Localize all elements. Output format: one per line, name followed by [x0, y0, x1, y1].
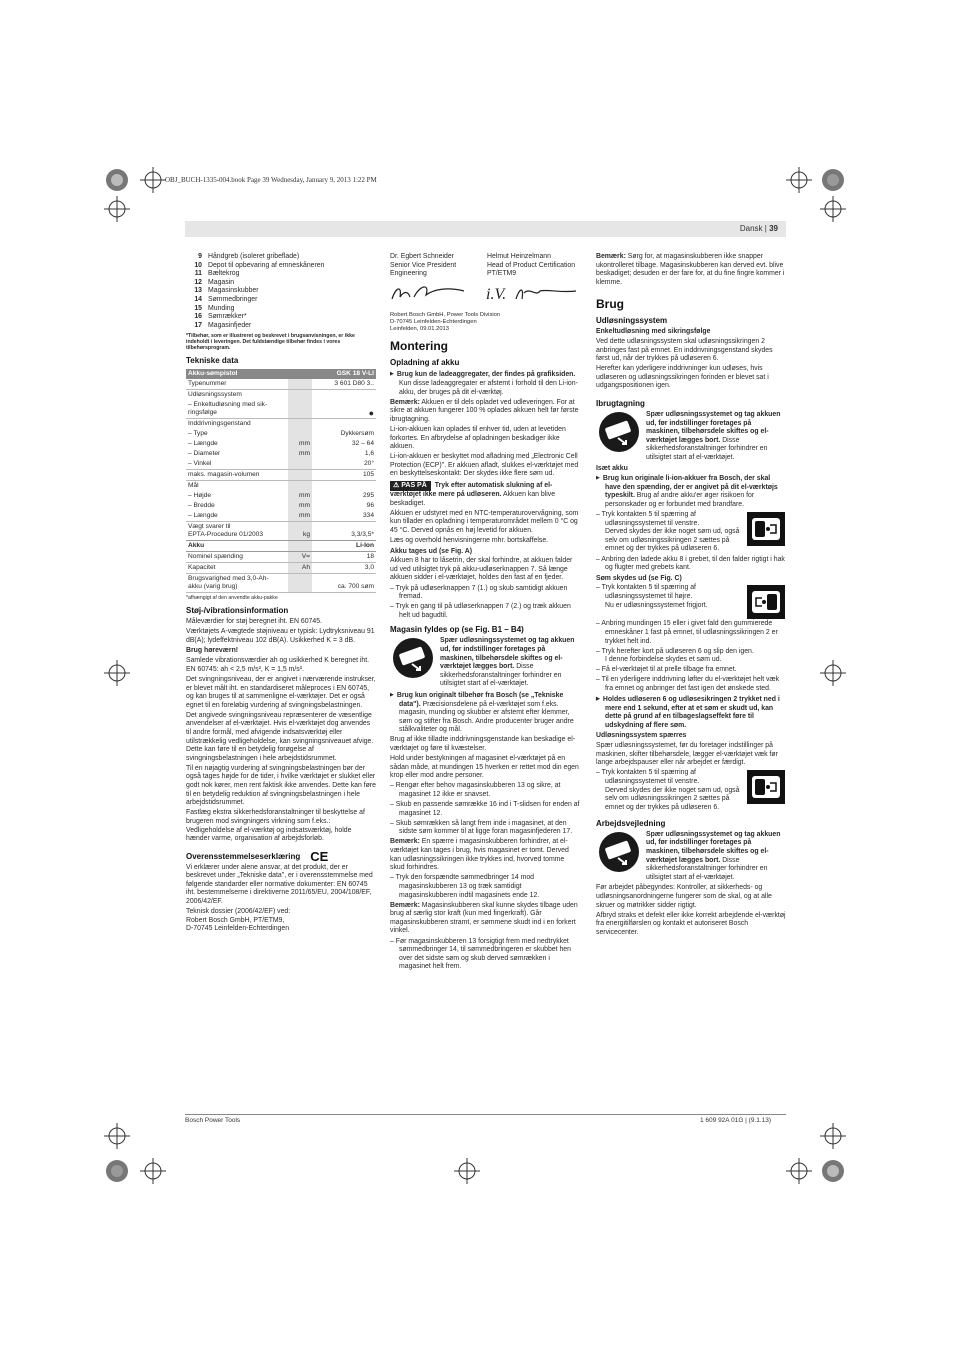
paragraph: Li-ion-akkuen er beskyttet mod afladning med „Electronic Cell Protection (ECP)". Er akkuen afladt, slukkes el-værktøjet med en beskyttelseskontakt: Der skydes ikke flere søm ud.: [390, 453, 579, 478]
step: – Før magasinskubberen 13 forsigtigt frem med nedtrykket sømmedbringer 14, til sømmedbringeren er skubbet hen over det sidste søm og skub derved sømrækken i magasinet helt frem.: [390, 937, 571, 971]
table-header: Akku-sømpistol: [186, 369, 288, 379]
subsection-title: Arbejdsvejledning: [596, 818, 666, 828]
signatories: [390, 253, 580, 279]
table-cell: Mål: [188, 482, 199, 490]
table-cell: – Enkeltudløsning med sik- ringsfølge: [186, 400, 288, 419]
paragraph: Til en nøjagtig vurdering af svingningsbelastningen bør der også tages højde for de tider, i hvilke værktøjet er slukket eller godt nok kører, men rent faktisk ikke anvendes. Dette kan føre til en betydelig reduktion af svingningsbelastningen i hele arbejdstidsrummet.: [186, 764, 376, 807]
battery-removal-icon: [596, 831, 642, 873]
step-with-figure: [596, 584, 786, 620]
crosshair-mark-icon: [820, 196, 846, 222]
table-cell: kg: [288, 522, 312, 541]
table-cell: – Bredde: [188, 502, 215, 510]
table-cell: Brugsvarighed med 3,0-Ah- akku (varig brug): [186, 574, 288, 593]
paragraph: Ved dette udløsningssystem skal udløsningssikringen 2 anbringes fast på emnet. En inddrivningsgenstand skydes først ud, når der trykkes på udløseren 6.: [596, 337, 773, 363]
paragraph: Teknisk dossier (2006/42/EF) ved: Robert Bosch GmbH, PT/ETM9, D-70745 Leinfelden-Echterdingen: [186, 908, 291, 933]
signature-script: i.V.: [486, 285, 507, 303]
subsection-title: Udløsningssystem: [596, 316, 668, 326]
column-2: [390, 253, 580, 973]
parts-list-item: [186, 279, 376, 288]
step: – Tryk en gang til på udløserknappen 7 (2.) og træk akkuen helt ud bagudtil.: [390, 603, 571, 619]
table-cell: Udløsningssystem: [188, 391, 242, 399]
paragraph: Herefter kan yderligere inddrivninger kun udløses, hvis udløseren og udløsningssikringen forinden er blevet sat i udgangspositionen igen.: [596, 365, 769, 390]
warning-badge: ⚠ PAS PÅ: [390, 481, 431, 492]
paragraph: Akkuen er udstyret med en NTC-temperaturovervågning, som kun tillader en opladning i temperaturområdet mellem 0 °C og 45 °C. Derved opnås en høj levetid for akkuen.: [390, 509, 579, 534]
paragraph: Bemærk: Akkuen er til dels opladet ved udleveringen. For at sikre at akkuen fungerer 100 % oplades akkuen helt før første ibrugtagning.: [390, 398, 579, 423]
table-cell: mm: [288, 501, 312, 511]
table-cell: 18: [312, 552, 376, 563]
signatory-left: Dr. Egbert Schneider Senior Vice President Engineering: [390, 253, 457, 278]
part-label: Magasin: [208, 278, 235, 286]
crosshair-mark-icon: [104, 1123, 130, 1149]
safety-icon-block: [390, 637, 580, 689]
table-cell: Nominel spænding: [186, 552, 288, 563]
safety-icon-block: [596, 831, 786, 883]
parts-list: [186, 253, 376, 330]
table-cell: 334: [312, 511, 376, 522]
subsection-title: Opladning af akku: [390, 358, 460, 368]
table-cell: mm: [288, 439, 312, 449]
part-label: Munding: [208, 304, 235, 312]
table-cell: 20°: [312, 459, 376, 470]
part-label: Magasinskubber: [208, 287, 259, 295]
section-title-conformity: Overensstemmelseserklæring CE: [186, 848, 329, 864]
step: – Til en yderligere inddrivning løfter du el-værktøjet helt væk fra emnet og anbringer det fast igen det ønskede sted.: [596, 676, 780, 692]
safety-instruction: ▶ Brug kun de ladeaggregater, der findes på grafiksiden. Kun disse ladeaggregater er afstemt i forhold til den Li-ion-akku, der bruges på dit el-værktøj.: [390, 370, 580, 397]
registration-mark-icon: [820, 167, 846, 193]
step: – Tryk kontakten 5 til spærring af udløsningssystemet til venstre. Derved skydes der ikke noget søm ud, også selv om udløsningssikringen 2 sættes på emnet og der trykkes på udløseren 6.: [596, 511, 740, 553]
safety-instruction: ▶ Holdes udløseren 6 og udløsesikringen 2 trykket ned i mere end 1 sekund, efter at et søm er skudt ud, kan dette på grund af en tilbageslagseffekt føre til udskydning af flere søm.: [596, 695, 786, 730]
hearing-protection-note: Brug høreværn!: [186, 647, 239, 655]
paragraph: Bemærk: En spærre i magasinskubberen forhindrer, at el-værktøjet kan tages i brug, hvis magasinet er tomt. Derved kan udløsningssikringen ikke trykkes ind, hvorved tomme skud forhindres.: [390, 838, 569, 872]
paragraph: Bemærk: Sørg for, at magasinskubberen ikke snapper ukontrolleret tilbage. Magasinskubberen kan derved evt. blive beskadiget; desuden er der fare for, at du fine fingre kommer i klemme.: [596, 253, 785, 286]
crosshair-mark-icon: [140, 167, 166, 193]
lock-switch-right-icon: [746, 584, 786, 620]
column-3: [596, 253, 786, 939]
subsection-title: Enkeltudløsning med sikringsfølge: [596, 328, 711, 336]
safety-instruction: Spær udløsningssystemet og tag akkuen ud, før indstillinger foretages på maskinen, tilbehørsdele skiftes og el-værktøjet lægges bort. Disse sikkerhedsforanstaltninger forhindrer en utilsigtet start af el-værktøjet.: [440, 637, 575, 688]
table-header: GSK 18 V-LI: [312, 369, 376, 379]
paragraph: Samlede vibrationsværdier ah og usikkerhed K beregnet iht. EN 60745: ah < 2,5 m/s², K = 1,5 m/s².: [186, 657, 370, 673]
table-cell: 3,0: [312, 563, 376, 574]
footer-rule: [185, 1114, 786, 1115]
part-label: Depot til opbevaring af emneskåneren: [208, 261, 325, 269]
paragraph: Før arbejdet påbegyndes: Kontroller, at sikkerheds- og udløsningsanordningerne fungerer som de skal, og at alle skruer og møtrikker sidder rigtigt.: [596, 884, 772, 909]
paragraph: Det svingningsniveau, der er angivet i nærværende instrukser, er blevet målt iht. en standardiseret måleproces i EN 60745, og kan bruges til at sammenligne el-værktøjer. Det er også egnet til en foreløbig vurdering af svingningsbelastningen.: [186, 675, 376, 709]
table-footnote: *afhængigt af den anvendte akku-pakke: [186, 595, 278, 602]
crosshair-mark-icon: [454, 1158, 480, 1184]
part-number: 13: [194, 287, 202, 295]
section-title-noise: Støj-/vibrationsinformation: [186, 606, 289, 616]
paragraph: Læs og overhold henvisningerne mhr. bortskaffelse.: [390, 537, 549, 545]
parts-list-item: [186, 262, 376, 271]
part-number: 15: [194, 304, 202, 312]
safety-instruction: Spær udløsningssystemet og tag akkuen ud, før indstillinger foretages på maskinen, tilbehørsdele skiftes og el-værktøjet lægges bort. Disse sikkerhedsforanstaltninger forhindrer en utilsigtet start af el-værktøjet.: [646, 411, 781, 461]
step: – Få el-værktøjet til at prelle tilbage fra emnet.: [596, 666, 737, 674]
part-number: 9: [198, 253, 202, 260]
table-cell: 295: [362, 492, 374, 500]
lock-switch-left-icon: [746, 769, 786, 805]
table-subheader: Akku: [186, 541, 288, 552]
crosshair-mark-icon: [140, 1158, 166, 1184]
paragraph: Bemærk: Magasinskubberen skal kunne skydes tilbage uden brug af særlig stor kraft (kun med fingerkraft). Går magasinskubberen stramt, er sømmene skudt ind i en forkert vinkel.: [390, 901, 578, 935]
part-number: 17: [194, 321, 202, 329]
safety-instruction: ▶ Brug kun originalt tilbehør fra Bosch (se „Tekniske data"). Præcisionsdelene på el-værktøjet som f.eks. magasin, munding og skubber er afstemt efter klemmer, søm og stifter fra Bosch. Andre producenter bruger andre stålkvaliteter og mål.: [390, 691, 580, 735]
table-cell: 105: [312, 470, 376, 481]
accessory-footnote: *Tilbehør, som er illustreret og beskrevet i brugsanvisningen, er ikke indeholdt i leveringen. Det fuldstændige tilbehør findes i vores tilbehørsprogram.: [186, 333, 355, 352]
crosshair-mark-icon: [786, 1158, 812, 1184]
ce-mark-icon: CE: [310, 848, 329, 864]
table-cell: Inddrivningsgenstand: [188, 420, 251, 428]
table-cell: mm: [288, 449, 312, 459]
table-cell: Typenummer: [186, 379, 288, 390]
safety-instruction: Spær udløsningssystemet og tag akkuen ud, før indstillinger foretages på maskinen, tilbehørsdele skiftes og el-værktøjet lægges bort. Disse sikkerhedsforanstaltninger forhindrer en utilsigtet start af el-værktøjet.: [646, 830, 781, 881]
section-title-tech: Tekniske data: [186, 356, 239, 366]
table-cell: Kapacitet: [186, 563, 288, 574]
registration-mark-icon: [104, 1158, 130, 1184]
subsection-title: Isæt akku: [596, 464, 628, 472]
part-number: 14: [194, 295, 202, 303]
table-cell: 3,3/3,5*: [351, 531, 374, 539]
subsection-title: Magasin fyldes op (se Fig. B1 – B4): [390, 625, 524, 635]
table-cell: – Vinkel: [186, 459, 288, 470]
part-label: Magasinfjeder: [208, 321, 252, 329]
table-cell: 1,6: [364, 450, 374, 458]
battery-removal-icon: [390, 637, 436, 679]
signature-icon: [390, 281, 580, 305]
step: – Rengør efter behov magasinskubberen 13 og sikre, at magasinet 12 ikke er snavset.: [390, 782, 561, 798]
safety-instruction: ▶ Brug kun originale li-ion-akkuer fra Bosch, der skal have den spænding, der er angivet på dit el-værktøjs typeskilt. Brug af andre akku'er øger risikoen for personskader og er forbundet med brandfare.: [596, 474, 786, 509]
step: – Skub sømrækken så langt frem inde i magasinet, at den sidste søm kommer til at ligge foran magasinfjederen 17.: [390, 819, 573, 836]
paragraph: Brug af ikke tilladte inddrivningsgenstande kan beskadige el-værktøjet og føre til kvæstelser.: [390, 736, 576, 753]
parts-list-item: [186, 296, 376, 305]
part-label: Sømrækker*: [208, 313, 247, 321]
table-cell: Dykkersøm: [340, 430, 374, 438]
parts-list-item: [186, 270, 376, 279]
table-cell: – Højde: [188, 492, 212, 500]
step: – Skub en passende sømrække 16 ind i T-slidsen for enden af magasinet 12.: [390, 801, 580, 817]
paragraph: Vi erklærer under alene ansvar, at det produkt, der er beskrevet under „Tekniske data", er i overensstemmelse med følgende standarder eller normative dokumenter: EN 60745 iht. bestemmelserne i direktiverne 2011/65/EU, 2004/108/EF, 2006/42/EF.: [186, 863, 373, 906]
part-number: 16: [194, 313, 202, 321]
table-cell: ●: [312, 400, 376, 419]
print-meta: OBJ_BUCH-1335-004.book Page 39 Wednesday, January 9, 2013 1:22 PM: [165, 176, 377, 184]
parts-list-item: [186, 253, 376, 262]
column-1: [186, 253, 376, 935]
table-cell: V=: [288, 552, 312, 563]
paragraph: Måleværdier for støj beregnet iht. EN 60745.: [186, 618, 322, 626]
step: – Tryk på udløserknappen 7 (1.) og skub samtidigt akkuen fremad.: [390, 584, 568, 601]
step: – Tryk kontakten 5 til spærring af udløsningssystemet til venstre. Derved skydes der ikke noget søm ud, også selv om udløsningssikringen 2 sættes på emnet og der trykkes på udløseren 6.: [596, 769, 740, 811]
footer-brand: Bosch Power Tools: [185, 1117, 241, 1124]
paragraph: Akkuen 8 har to låsetrin, der skal forhindre, at akkuen falder ud ved utilsigtet tryk på akku-udløserknappen 7. Så længe akkuen sidder i el-værktøjet, holdes den fast af en fjeder.: [390, 557, 573, 582]
crosshair-mark-icon: [104, 196, 130, 222]
table-cell: ca. 700 søm: [312, 574, 376, 593]
page-language: Dansk | 39: [739, 224, 778, 233]
step: – Anbring den ladede akku 8 i grebet, til den falder rigtigt i hak og flugter med grebets kant.: [596, 555, 785, 572]
table-cell: mm: [288, 511, 312, 522]
step: – Tryk den forspændte sømmedbringer 14 mod magasinskubberen 13 og træk samtidigt magasinskubberen indtil magasinets ende 12.: [390, 874, 540, 899]
signatory-right: Helmut Heinzelmann Head of Product Certification PT/ETM9: [487, 253, 576, 278]
step: – Tryk herefter kort på udløseren 6 og slip den igen. I denne forbindelse skydes et søm ud.: [596, 647, 754, 664]
table-cell: – Længde: [186, 511, 288, 522]
table-cell: maks. magasin-volumen: [186, 470, 288, 481]
step: – Tryk kontakten 5 til spærring af udløsningssystemet til højre. Nu er udløsningssystemet frigjort.: [596, 584, 708, 609]
table-cell: – Type: [188, 430, 208, 438]
part-label: Sømmedbringer: [208, 295, 258, 303]
subsection-title: Søm skydes ud (se Fig. C): [596, 574, 682, 582]
part-number: 10: [194, 261, 202, 269]
paragraph: Spær udløsningssystemet, før du foretager indstillinger på maskinen, skifter tilbehørsdele, lægger el-værktøjet væk før lange arbejdspauser eller når arbejdet er færdigt.: [596, 742, 778, 767]
table-cell: Ah: [288, 563, 312, 574]
table-cell: 96: [366, 502, 374, 510]
table-subheader: Li-Ion: [312, 541, 376, 552]
paragraph: Det angivede svingningsniveau repræsenterer de væsentlige anvendelser af el-værktøjet. Hvis el-værktøjet dog anvendes til andre formål, med afvigende indsatsværktøj eller utilstrækkelig vedligeholdelse, kan svingningsniveauet afvige. Dette kan føre til en betydelig forøgelse af svingningsbelastningen i hele arbejdstidsrummet.: [186, 711, 374, 762]
section-title-brug: Brug: [596, 297, 624, 312]
table-cell: – Diameter: [188, 450, 221, 458]
safety-icon-block: [596, 411, 786, 463]
parts-list-item: [186, 287, 376, 296]
part-label: Bæltekrog: [208, 270, 240, 278]
table-cell: – Længde: [188, 440, 218, 448]
lock-switch-left-icon: [746, 511, 786, 547]
paragraph: Afbryd straks et defekt eller ikke korrekt arbejdende el-værktøj fra energitilførslen og kontakt et autoriseret Bosch servicecenter.: [596, 911, 786, 936]
parts-list-item: [186, 305, 376, 314]
parts-list-item: [186, 313, 376, 322]
part-number: 11: [194, 270, 202, 278]
section-title-montering: Montering: [390, 339, 448, 354]
registration-mark-icon: [104, 167, 130, 193]
page-header: [185, 221, 786, 237]
crosshair-mark-icon: [820, 660, 846, 686]
caution-note: ⚠ PAS PÅ Tryk efter automatisk slukning af el-værktøjet ikke mere på udløseren. Akkuen kan blive beskadiget.: [390, 481, 556, 507]
part-label: Håndgreb (isoleret gribeflade): [208, 253, 300, 260]
battery-removal-icon: [596, 411, 642, 453]
table-cell: mm: [288, 491, 312, 501]
tech-data-table: [186, 369, 376, 593]
footer-docnumber: 1 609 92A 01G | (9.1.13): [700, 1117, 772, 1124]
table-cell: 3 601 D80 3..: [312, 379, 376, 390]
paragraph: Værktøjets A-vægtede støjniveau er typisk: Lydtryksniveau 91 dB(A); lydeffektniveau 102 dB(A). Usikkerhed K = 3 dB.: [186, 628, 375, 645]
subsection-title: Udløsningssystem spærres: [596, 732, 687, 740]
parts-list-item: [186, 322, 376, 331]
paragraph: Hold under bestykningen af magasinet el-værktøjet på en sådan måde, at mundingen 15 hverken er rettet mod din egen krop eller mod andre personer.: [390, 755, 579, 780]
company-address: Robert Bosch GmbH, Power Tools Division D-70745 Leinfelden-Echterdingen Leinfelden, 09.01.2013: [390, 312, 501, 333]
step-with-figure: [596, 511, 786, 555]
table-cell: 32 – 64: [352, 440, 374, 448]
subsection-title: Akku tages ud (se Fig. A): [390, 547, 473, 555]
step-with-figure: [596, 769, 786, 813]
paragraph: Li-ion-akkuen kan oplades til enhver tid, uden at levetiden forkortes. En afbrydelse af opladningen beskadiger ikke akkuen.: [390, 425, 566, 451]
step: – Anbring mundingen 15 eller i givet fald den gummierede emneskåner 1 fast på emnet, til udløsningssikringen 2 er trykket helt ind.: [596, 620, 778, 645]
crosshair-mark-icon: [104, 660, 130, 686]
page-number: 39: [769, 224, 778, 233]
crosshair-mark-icon: [820, 1123, 846, 1149]
table-cell: Vægt svarer til EPTA-Procedure 01/2003: [188, 523, 264, 539]
paragraph: Fastlæg ekstra sikkerhedsforanstaltninger til beskyttelse af brugeren mod svingningers virkning som f.eks.: Vedligeholdelse af el-værktøj og indsatsværktøj, holde hænder varme, organisation af arbejdsforløb.: [186, 809, 365, 843]
registration-mark-icon: [820, 1158, 846, 1184]
subsection-title: Ibrugtagning: [596, 399, 645, 409]
crosshair-mark-icon: [786, 167, 812, 193]
part-number: 12: [194, 278, 202, 286]
